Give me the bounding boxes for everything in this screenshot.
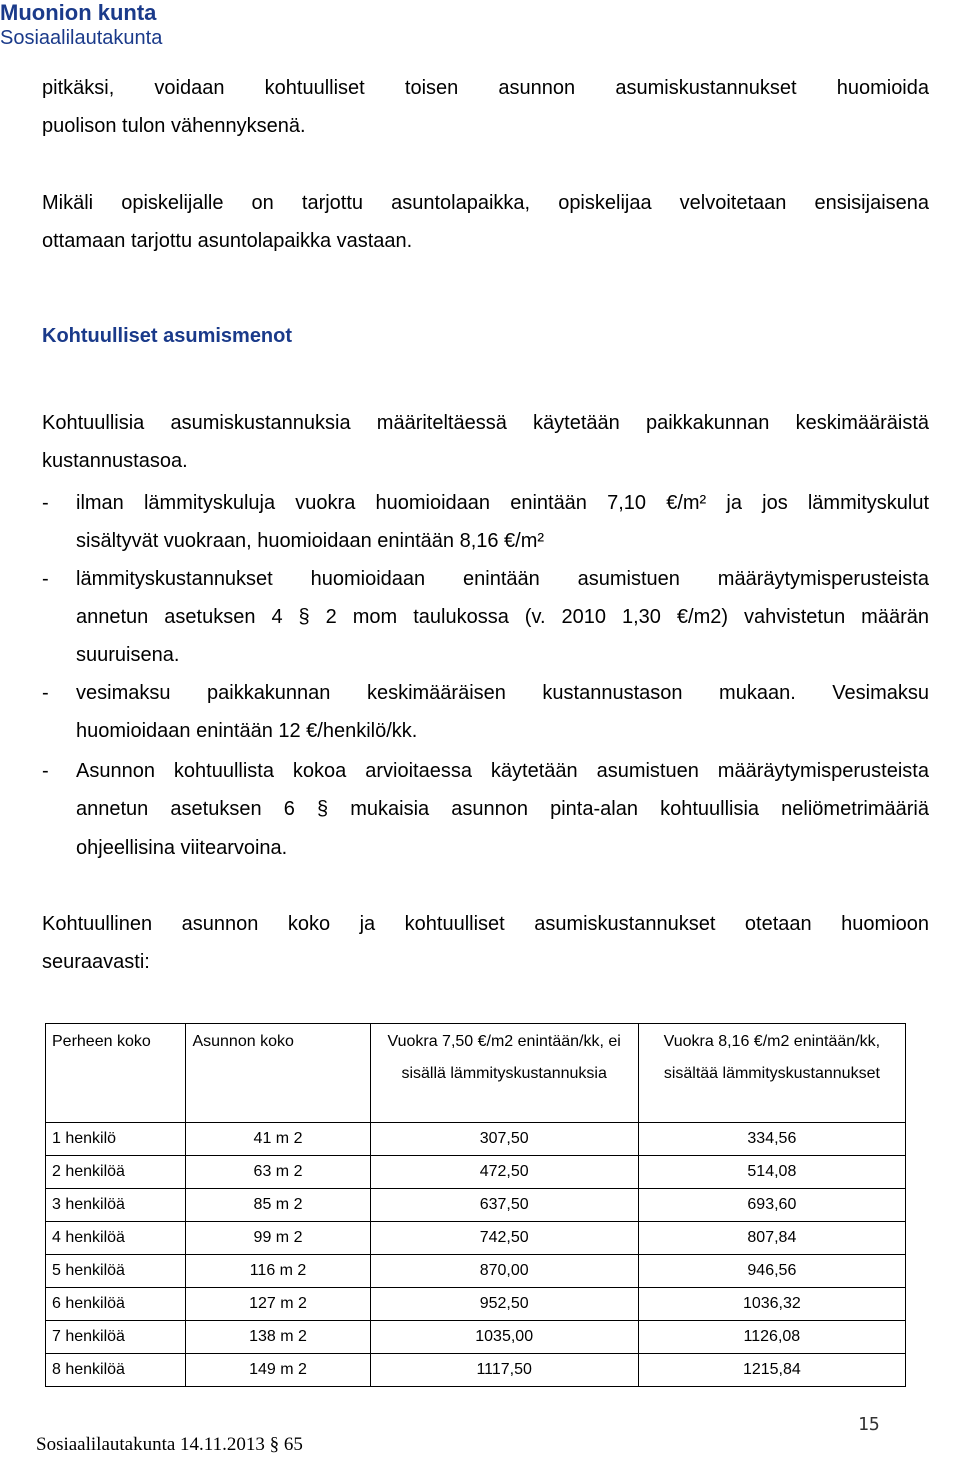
table-row [46, 1222, 906, 1255]
list-item-line: sisältyvät vuokraan, huomioidaan enintään 8,16 €/m² [76, 530, 545, 552]
paragraph-line: pitkäksi, voidaan kohtuulliset toisen asunnon asumiskustannukset huomioida [42, 77, 929, 99]
table-cell: 8 henkilöä [46, 1354, 186, 1387]
table-cell: 6 henkilöä [46, 1288, 186, 1321]
table-header-cell: Vuokra 7,50 €/m2 enintään/kk, ei sisällä lämmityskustannuksia [370, 1024, 638, 1123]
table-cell: 742,50 [370, 1222, 638, 1255]
table-cell: 7 henkilöä [46, 1321, 186, 1354]
table-header-row [46, 1024, 906, 1123]
table-cell: 472,50 [370, 1156, 638, 1189]
table-row [46, 1189, 906, 1222]
table-row [46, 1321, 906, 1354]
paragraph-line: Kohtuullinen asunnon koko ja kohtuulliset asumiskustannukset otetaan huomioon [42, 913, 929, 935]
paragraph-line: seuraavasti: [42, 951, 150, 973]
table-cell: 138 m 2 [186, 1321, 370, 1354]
table-header-cell: Vuokra 8,16 €/m2 enintään/kk, sisältää lämmityskustannukset [638, 1024, 905, 1123]
list-item-line: ilman lämmityskuluja vuokra huomioidaan enintään 7,10 €/m² ja jos lämmityskulut [76, 492, 929, 514]
list-item-line: lämmityskustannukset huomioidaan enintään asumistuen määräytymisperusteista [76, 568, 929, 590]
table-cell: 946,56 [638, 1255, 905, 1288]
list-item-line: annetun asetuksen 6 § mukaisia asunnon pinta-alan kohtuullisia neliömetrimääriä [76, 798, 929, 820]
footer-reference: Sosiaalilautakunta 14.11.2013 § 65 [36, 1434, 303, 1455]
list-item-line: annetun asetuksen 4 § 2 mom taulukossa (v. 2010 1,30 €/m2) vahvistetun määrän [76, 606, 929, 628]
section-heading: Kohtuulliset asumismenot [42, 325, 293, 347]
table-cell: 149 m 2 [186, 1354, 370, 1387]
table-cell: 1117,50 [370, 1354, 638, 1387]
table-cell: 3 henkilöä [46, 1189, 186, 1222]
list-dash: - [42, 492, 49, 514]
table-cell: 807,84 [638, 1222, 905, 1255]
table-cell: 514,08 [638, 1156, 905, 1189]
list-item-line: ohjeellisina viitearvoina. [76, 837, 288, 859]
list-dash: - [42, 682, 49, 704]
table-cell: 1035,00 [370, 1321, 638, 1354]
table-cell: 127 m 2 [186, 1288, 370, 1321]
table-cell: 116 m 2 [186, 1255, 370, 1288]
page-number: 15 [858, 1414, 880, 1435]
paragraph-line: ottamaan tarjottu asuntolapaikka vastaan. [42, 230, 413, 252]
list-item-line: Asunnon kohtuullista kokoa arvioitaessa käytetään asumistuen määräytymisperusteista [76, 760, 929, 782]
paragraph-line: Kohtuullisia asumiskustannuksia määriteltäessä käytetään paikkakunnan keskimääräistä [42, 412, 929, 434]
table-row [46, 1288, 906, 1321]
housing-cost-table [45, 1023, 906, 1387]
table-row [46, 1123, 906, 1156]
table-row [46, 1156, 906, 1189]
table-cell: 1126,08 [638, 1321, 905, 1354]
list-item-line: huomioidaan enintään 12 €/henkilö/kk. [76, 720, 418, 742]
table-header-cell: Asunnon koko [186, 1024, 370, 1123]
table-cell: 85 m 2 [186, 1189, 370, 1222]
table-row [46, 1354, 906, 1387]
table-cell: 1 henkilö [46, 1123, 186, 1156]
table-cell: 1215,84 [638, 1354, 905, 1387]
table-cell: 307,50 [370, 1123, 638, 1156]
list-item-line: vesimaksu paikkakunnan keskimääräisen kustannustason mukaan. Vesimaksu [76, 682, 929, 704]
table-cell: 5 henkilöä [46, 1255, 186, 1288]
paragraph-line: puolison tulon vähennyksenä. [42, 115, 306, 137]
list-dash: - [42, 760, 49, 782]
table-row [46, 1255, 906, 1288]
table-cell: 63 m 2 [186, 1156, 370, 1189]
paragraph-line: kustannustasoa. [42, 450, 188, 472]
paragraph-line: Mikäli opiskelijalle on tarjottu asuntolapaikka, opiskelijaa velvoitetaan ensisijaisena [42, 192, 929, 214]
table-header-cell: Perheen koko [46, 1024, 186, 1123]
table-cell: 41 m 2 [186, 1123, 370, 1156]
table-cell: 693,60 [638, 1189, 905, 1222]
table-cell: 637,50 [370, 1189, 638, 1222]
list-item-line: suuruisena. [76, 644, 180, 666]
list-dash: - [42, 568, 49, 590]
table-cell: 4 henkilöä [46, 1222, 186, 1255]
table-cell: 334,56 [638, 1123, 905, 1156]
department-name: Sosiaalilautakunta [0, 27, 163, 49]
table-cell: 1036,32 [638, 1288, 905, 1321]
table-cell: 870,00 [370, 1255, 638, 1288]
table-cell: 952,50 [370, 1288, 638, 1321]
organization-name: Muonion kunta [0, 0, 157, 25]
table-cell: 99 m 2 [186, 1222, 370, 1255]
table-cell: 2 henkilöä [46, 1156, 186, 1189]
